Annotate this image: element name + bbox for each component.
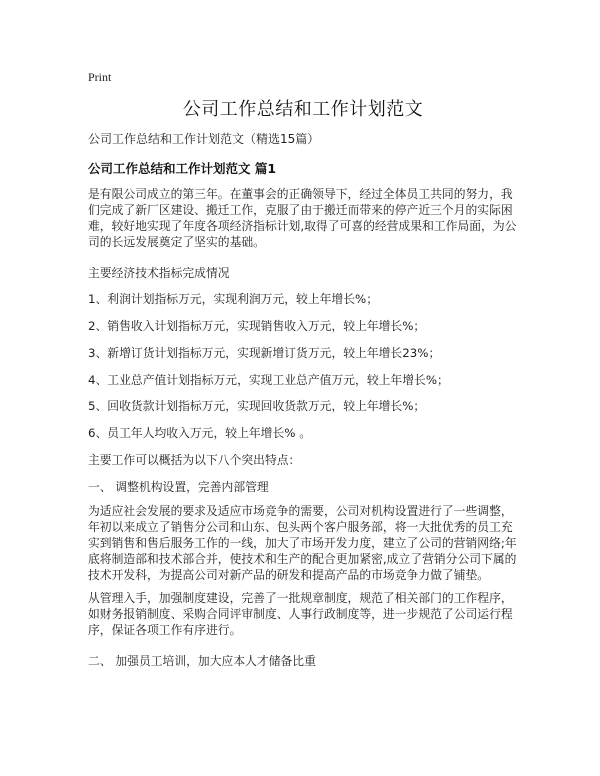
indicator-item: 6、员工年人均收入万元，较上年增长% 。: [88, 426, 312, 440]
intro-paragraph: 是有限公司成立的第三年。在董事会的正确领导下，经过全体员工共同的努力，我们完成了新厂区建设、搬迁工作，克服了由于搬迁而带来的停产近三个月的实际困难，较好地实现了年度各项经济指标计划,取得了可喜的经营成果和工作局面，为公司的长远发展奠定了坚实的基础。: [88, 187, 517, 249]
indicator-item: 2、销售收入计划指标万元，实现销售收入万元，较上年增长%；: [88, 319, 426, 333]
management-paragraph: 从管理入手，加强制度建设，完善了一批规章制度，规范了相关部门的工作程序，如财务报销制度、采购合同评审制度、人事行政制度等，进一步规范了公司运行程序，保证各项工作有序进行。: [88, 591, 513, 637]
indicator-item: 4、工业总产值计划指标万元，实现工业总产值万元，较上年增长%；: [88, 373, 449, 387]
point-two-heading: 二、 加强员工培训，加大应本人才储备比重: [88, 654, 316, 668]
point-one-paragraph: 为适应社会发展的要求及适应市场竞争的需要，公司对机构设置进行了一些调整，年初以来成立了销售分公司和山东、包头两个客户服务部，将一大批优秀的员工充实到销售和售后服务工作的一线，加大了市场开发力度，建立了公司的营销网络;年底将制造部和技术部合并，使技术和生产的配合更加紧密,成立了营销分公司下属的技术开发科，为提高公司对新产品的研发和提高产品的市场竞争力做了铺垫。: [88, 504, 517, 582]
indicator-item: 5、回收货款计划指标万元，实现回收货款万元，较上年增长%；: [88, 399, 426, 413]
indicator-item: 1、利润计划指标万元，实现利润万元，较上年增长%；: [88, 292, 379, 306]
print-link[interactable]: Print: [88, 70, 112, 84]
document-title: 公司工作总结和工作计划范文: [182, 99, 424, 120]
indicators-heading: 主要经济技术指标完成情况: [88, 266, 230, 280]
section-heading: 公司工作总结和工作计划范文 篇1: [88, 161, 277, 176]
indicator-item: 3、新增订货计划指标万元，实现新增订货万元，较上年增长23%；: [88, 346, 441, 360]
work-summary-heading: 主要工作可以概括为以下八个突出特点：: [88, 453, 301, 467]
point-one-heading: 一、 调整机构设置，完善内部管理: [88, 480, 269, 494]
document-subtitle: 公司工作总结和工作计划范文（精选15篇）: [88, 132, 320, 146]
